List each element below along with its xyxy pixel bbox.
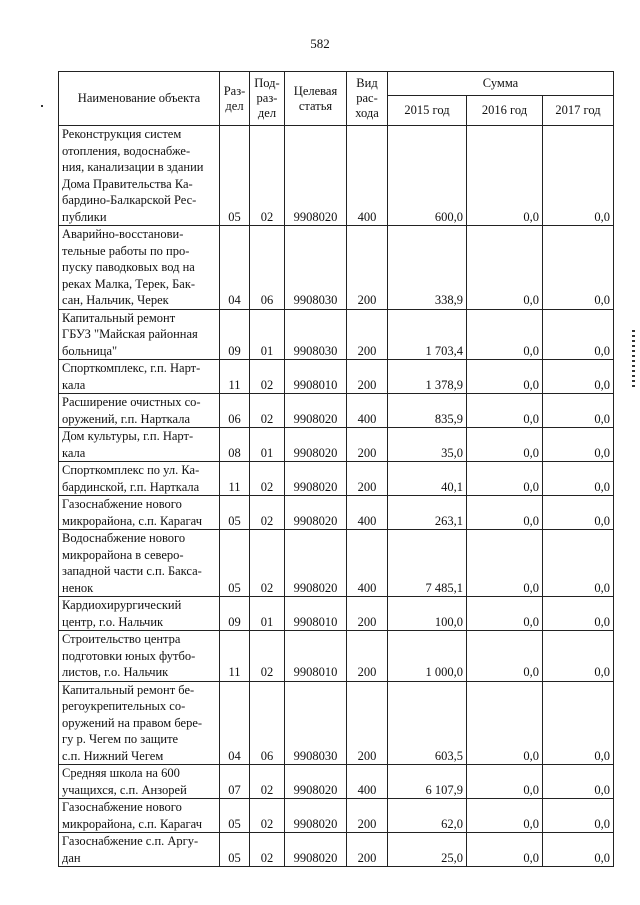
cell-2017: 0,0 [543, 126, 614, 226]
cell-expense: 400 [347, 394, 388, 428]
cell-2016: 0,0 [467, 681, 543, 765]
cell-expense: 400 [347, 530, 388, 597]
scan-dot [41, 105, 43, 107]
cell-podrazdel: 01 [250, 309, 285, 360]
cell-expense: 200 [347, 309, 388, 360]
cell-podrazdel: 02 [250, 462, 285, 496]
cell-2017: 0,0 [543, 462, 614, 496]
table-row [59, 597, 614, 631]
cell-podrazdel: 02 [250, 394, 285, 428]
cell-razdel: 11 [220, 462, 250, 496]
header-name: Наименование объекта [59, 72, 220, 126]
header-razdel: Раз- дел [220, 72, 250, 126]
cell-2017: 0,0 [543, 530, 614, 597]
budget-table [58, 71, 614, 867]
cell-2015: 7 485,1 [388, 530, 467, 597]
table-row [59, 496, 614, 530]
page-number: 582 [310, 36, 330, 51]
cell-2016: 0,0 [467, 530, 543, 597]
cell-podrazdel: 01 [250, 597, 285, 631]
cell-razdel: 09 [220, 597, 250, 631]
cell-expense: 200 [347, 631, 388, 682]
cell-2015: 1 378,9 [388, 360, 467, 394]
table-row [59, 462, 614, 496]
cell-2015: 263,1 [388, 496, 467, 530]
scan-edge-mark [632, 330, 635, 390]
cell-expense: 200 [347, 462, 388, 496]
cell-2015: 600,0 [388, 126, 467, 226]
table-row [59, 309, 614, 360]
cell-expense: 200 [347, 226, 388, 310]
cell-razdel: 04 [220, 681, 250, 765]
cell-name: Расширение очистных со- оружений, г.п. Нарткала [59, 394, 220, 428]
cell-target: 9908020 [285, 126, 347, 226]
cell-razdel: 08 [220, 428, 250, 462]
cell-podrazdel: 06 [250, 226, 285, 310]
cell-name: Газоснабжение нового микрорайона, с.п. Карагач [59, 496, 220, 530]
cell-expense: 200 [347, 428, 388, 462]
header-sum: Сумма [388, 72, 614, 96]
cell-target: 9908020 [285, 833, 347, 867]
cell-name: Реконструкция систем отопления, водоснабже- ния, канализации в здании Дома Правительства Ка- бардино-Балкарской Рес- публики [59, 126, 220, 226]
cell-2016: 0,0 [467, 462, 543, 496]
cell-target: 9908010 [285, 360, 347, 394]
cell-2015: 603,5 [388, 681, 467, 765]
cell-podrazdel: 02 [250, 530, 285, 597]
table-row [59, 226, 614, 310]
cell-podrazdel: 02 [250, 360, 285, 394]
cell-2015: 100,0 [388, 597, 467, 631]
cell-2015: 40,1 [388, 462, 467, 496]
header-2015: 2015 год [388, 96, 467, 126]
cell-target: 9908010 [285, 597, 347, 631]
header-target: Целевая статья [285, 72, 347, 126]
cell-2017: 0,0 [543, 394, 614, 428]
cell-target: 9908020 [285, 530, 347, 597]
cell-expense: 200 [347, 833, 388, 867]
cell-2015: 25,0 [388, 833, 467, 867]
table-body [59, 126, 614, 867]
cell-expense: 400 [347, 496, 388, 530]
cell-2015: 835,9 [388, 394, 467, 428]
cell-2017: 0,0 [543, 631, 614, 682]
cell-2016: 0,0 [467, 765, 543, 799]
cell-2016: 0,0 [467, 799, 543, 833]
cell-2016: 0,0 [467, 631, 543, 682]
cell-razdel: 05 [220, 126, 250, 226]
cell-2016: 0,0 [467, 496, 543, 530]
table-row [59, 530, 614, 597]
header-expense: Вид рас- хода [347, 72, 388, 126]
table-row [59, 833, 614, 867]
cell-2016: 0,0 [467, 597, 543, 631]
cell-razdel: 11 [220, 360, 250, 394]
cell-podrazdel: 02 [250, 799, 285, 833]
cell-target: 9908020 [285, 799, 347, 833]
cell-name: Средняя школа на 600 учащихся, с.п. Анзорей [59, 765, 220, 799]
cell-name: Строительство центра подготовки юных футбо- листов, г.о. Нальчик [59, 631, 220, 682]
header-podrazdel: Под- раз- дел [250, 72, 285, 126]
cell-name: Капитальный ремонт ГБУЗ "Майская районная больница" [59, 309, 220, 360]
table-row [59, 681, 614, 765]
cell-2016: 0,0 [467, 126, 543, 226]
cell-target: 9908020 [285, 496, 347, 530]
header-2016: 2016 год [467, 96, 543, 126]
cell-name: Газоснабжение с.п. Аргу- дан [59, 833, 220, 867]
cell-razdel: 05 [220, 496, 250, 530]
cell-expense: 200 [347, 799, 388, 833]
cell-target: 9908030 [285, 681, 347, 765]
cell-2016: 0,0 [467, 360, 543, 394]
cell-2015: 6 107,9 [388, 765, 467, 799]
cell-expense: 200 [347, 681, 388, 765]
cell-target: 9908030 [285, 226, 347, 310]
cell-2016: 0,0 [467, 226, 543, 310]
cell-2017: 0,0 [543, 360, 614, 394]
cell-2015: 1 000,0 [388, 631, 467, 682]
cell-2016: 0,0 [467, 309, 543, 360]
cell-razdel: 05 [220, 799, 250, 833]
cell-podrazdel: 02 [250, 765, 285, 799]
cell-name: Дом культуры, г.п. Нарт- кала [59, 428, 220, 462]
cell-name: Кардиохирургический центр, г.о. Нальчик [59, 597, 220, 631]
cell-target: 9908010 [285, 631, 347, 682]
cell-target: 9908020 [285, 394, 347, 428]
cell-target: 9908020 [285, 765, 347, 799]
cell-2017: 0,0 [543, 428, 614, 462]
cell-expense: 400 [347, 765, 388, 799]
cell-name: Газоснабжение нового микрорайона, с.п. Карагач [59, 799, 220, 833]
cell-2017: 0,0 [543, 309, 614, 360]
table-row [59, 394, 614, 428]
cell-razdel: 09 [220, 309, 250, 360]
cell-2017: 0,0 [543, 765, 614, 799]
cell-2017: 0,0 [543, 597, 614, 631]
cell-podrazdel: 01 [250, 428, 285, 462]
cell-2015: 1 703,4 [388, 309, 467, 360]
cell-razdel: 04 [220, 226, 250, 310]
cell-2017: 0,0 [543, 496, 614, 530]
cell-target: 9908020 [285, 428, 347, 462]
table-row [59, 428, 614, 462]
table-row [59, 360, 614, 394]
cell-2016: 0,0 [467, 833, 543, 867]
table-row [59, 631, 614, 682]
cell-razdel: 11 [220, 631, 250, 682]
cell-2015: 62,0 [388, 799, 467, 833]
cell-2016: 0,0 [467, 428, 543, 462]
cell-podrazdel: 02 [250, 833, 285, 867]
cell-podrazdel: 02 [250, 631, 285, 682]
cell-razdel: 06 [220, 394, 250, 428]
cell-razdel: 05 [220, 833, 250, 867]
table-row [59, 126, 614, 226]
cell-expense: 200 [347, 597, 388, 631]
cell-2015: 338,9 [388, 226, 467, 310]
cell-target: 9908030 [285, 309, 347, 360]
cell-name: Спорткомплекс, г.п. Нарт- кала [59, 360, 220, 394]
table-row [59, 799, 614, 833]
cell-podrazdel: 02 [250, 126, 285, 226]
cell-podrazdel: 06 [250, 681, 285, 765]
cell-name: Аварийно-восстанови- тельные работы по про- пуску паводковых вод на реках Малка, Терек, Бак- сан, Нальчик, Черек [59, 226, 220, 310]
cell-name: Спорткомплекс по ул. Ка- бардинской, г.п. Нарткала [59, 462, 220, 496]
header-2017: 2017 год [543, 96, 614, 126]
cell-2015: 35,0 [388, 428, 467, 462]
cell-name: Капитальный ремонт бе- регоукрепительных со- оружений на правом бере- гу р. Чегем по защите с.п. Нижний Чегем [59, 681, 220, 765]
cell-2017: 0,0 [543, 681, 614, 765]
cell-2016: 0,0 [467, 394, 543, 428]
cell-2017: 0,0 [543, 799, 614, 833]
cell-razdel: 07 [220, 765, 250, 799]
cell-target: 9908020 [285, 462, 347, 496]
table-row [59, 765, 614, 799]
cell-expense: 200 [347, 360, 388, 394]
cell-podrazdel: 02 [250, 496, 285, 530]
cell-name: Водоснабжение нового микрорайона в северо- западной части с.п. Бакса- ненок [59, 530, 220, 597]
cell-2017: 0,0 [543, 833, 614, 867]
cell-2017: 0,0 [543, 226, 614, 310]
cell-razdel: 05 [220, 530, 250, 597]
cell-expense: 400 [347, 126, 388, 226]
